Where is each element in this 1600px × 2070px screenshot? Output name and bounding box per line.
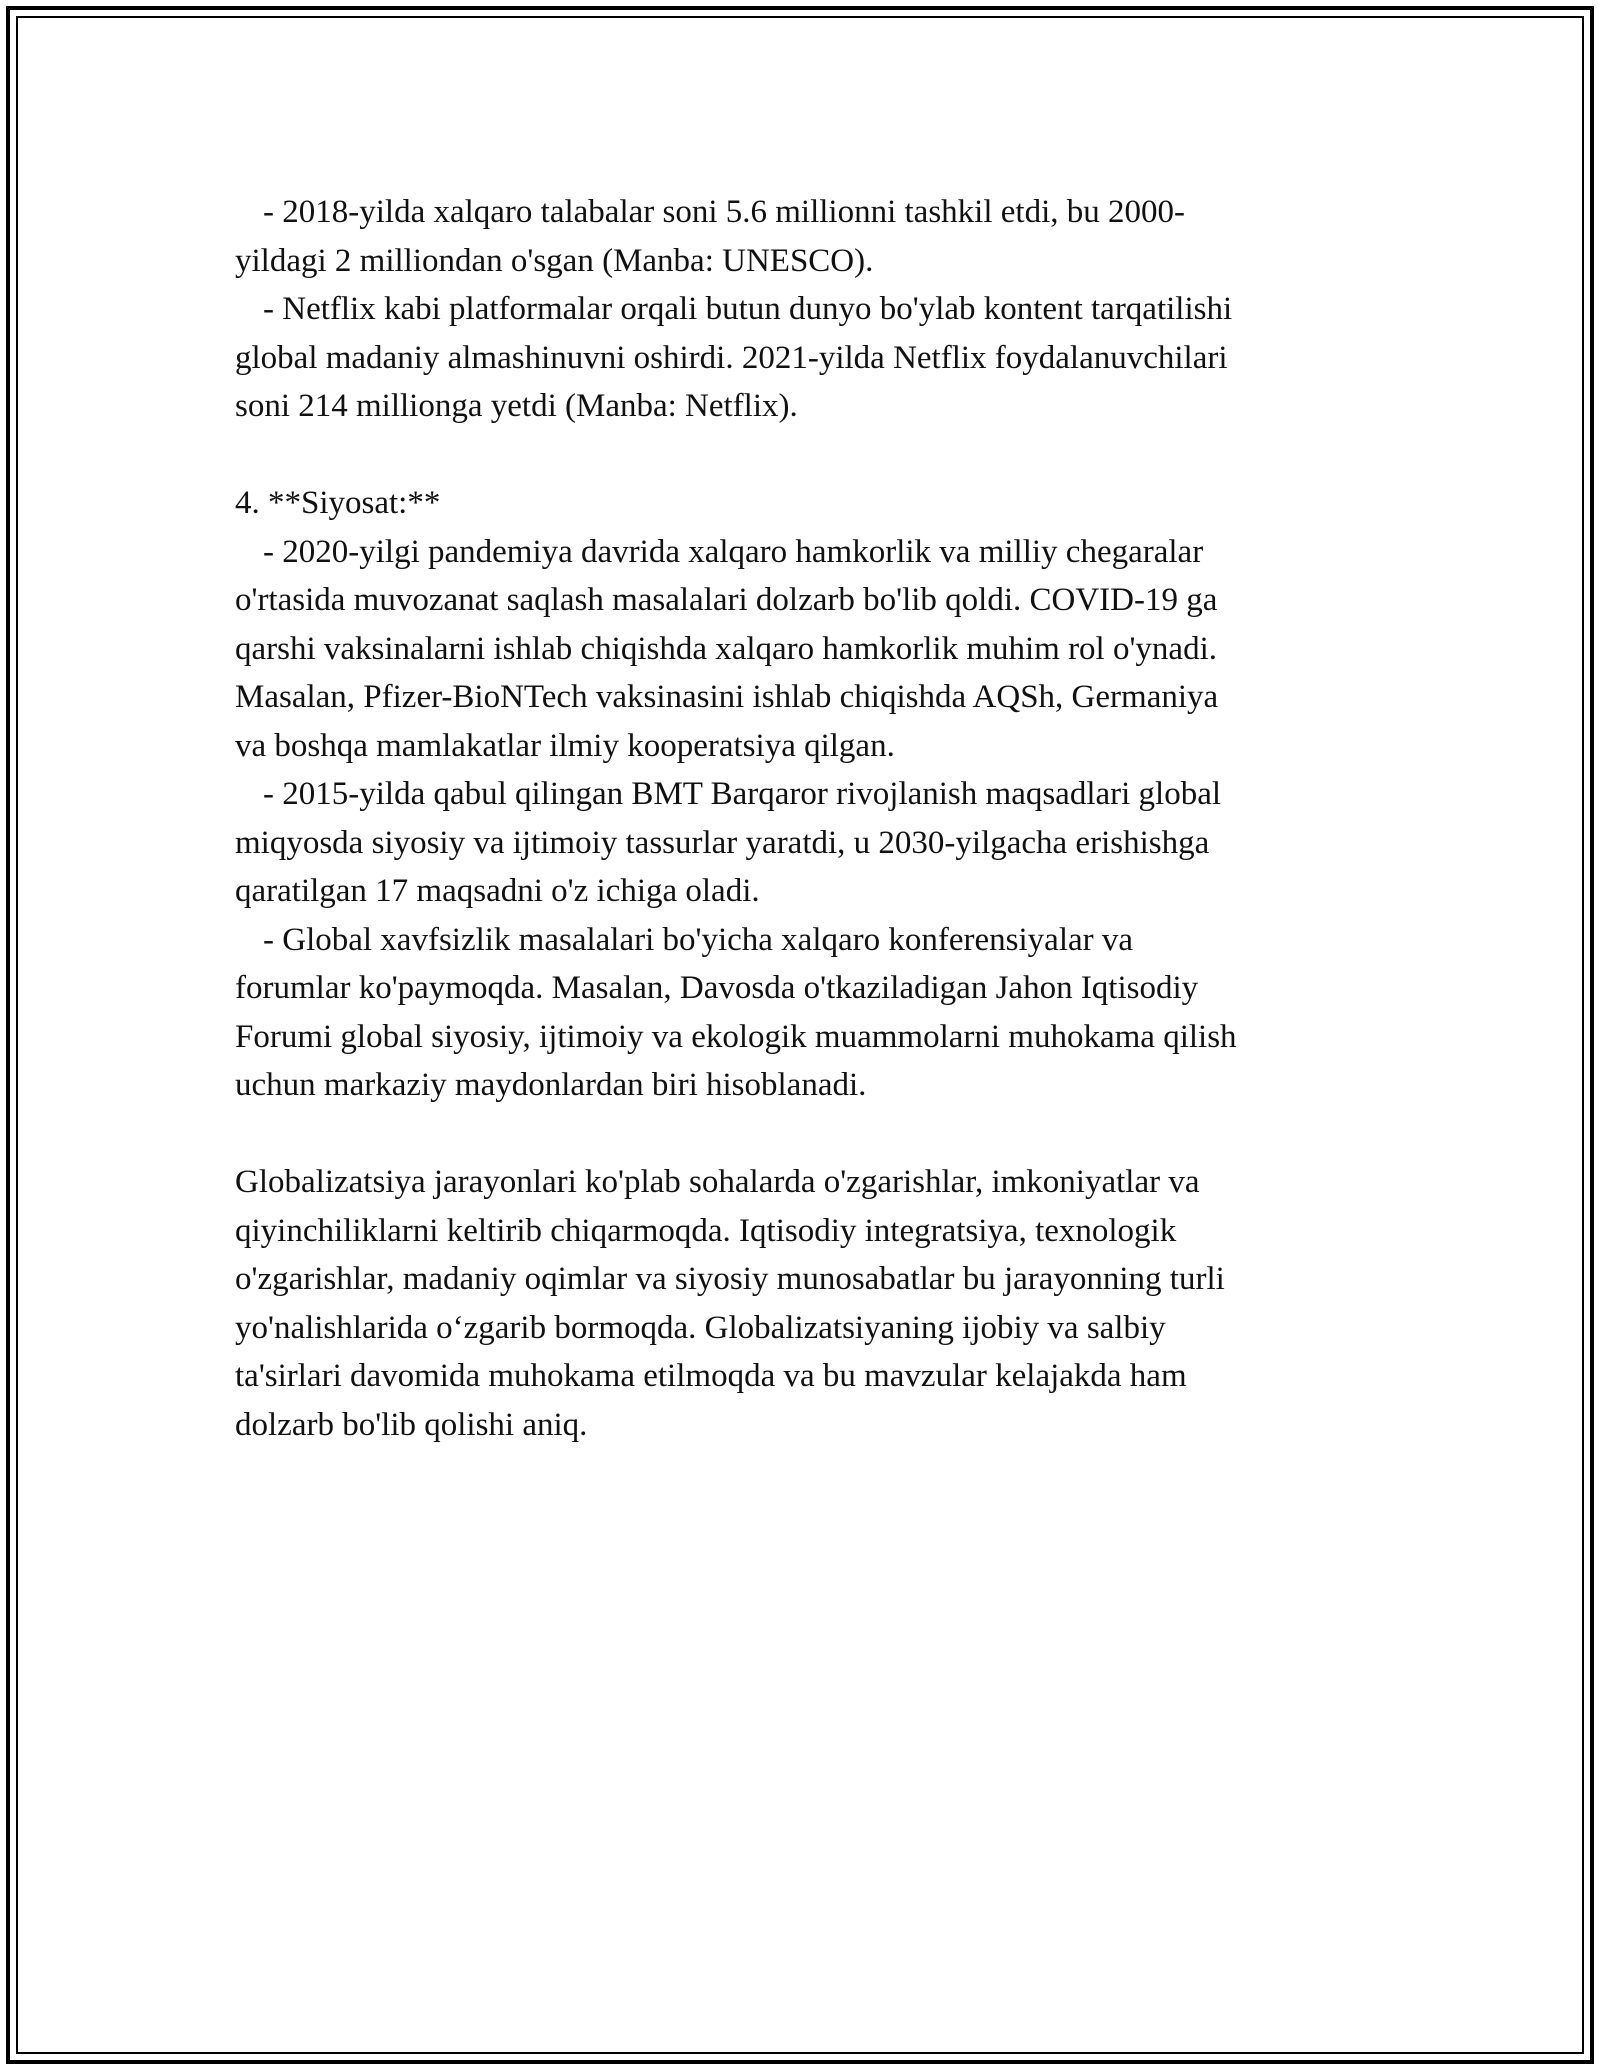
text-line: soni 214 millionga yetdi (Manba: Netflix). [235,388,798,424]
text-line: - 2020-yilgi pandemiya davrida xalqaro hamkorlik va milliy chegaralar [263,533,1204,570]
text-line: ta'sirlari davomida muhokama etilmoqda va bu mavzular kelajakda ham [235,1358,1187,1394]
text-line: yo'nalishlarida o‘zgarib bormoqda. Globalizatsiyaning ijobiy va salbiy [235,1309,1166,1346]
conclusion-paragraph [235,1158,1365,1449]
politics-bullet-sdg [235,770,1365,916]
text-line: - 2018-yilda xalqaro talabalar soni 5.6 millionni tashkil etdi, bu 2000- [263,194,1185,230]
text-line: - Global xavfsizlik masalalari bo'yicha xalqaro konferensiyalar va [263,921,1134,958]
text-line: Forumi global siyosiy, ijtimoiy va ekologik muammolarni muhokama qilish [235,1018,1237,1055]
text-line: - 2015-yilda qabul qilingan BMT Barqaror rivojlanish maqsadlari global [263,776,1222,812]
section-heading-politics: 4. **Siyosat:** [235,485,441,521]
culture-bullet-netflix [235,285,1365,431]
politics-bullet-pandemic [235,528,1365,771]
text-line: miqyosda siyosiy va ijtimoiy tassurlar yaratdi, u 2030-yilgacha erishishga [235,824,1210,861]
text-line: dolzarb bo'lib qolishi aniq. [235,1406,588,1443]
text-line: qiyinchiliklarni keltirib chiqarmoqda. Iqtisodiy integratsiya, texnologik [235,1212,1177,1249]
text-line: global madaniy almashinuvni oshirdi. 2021-yilda Netflix foydalanuvchilari [235,339,1228,376]
text-line: qarshi vaksinalarni ishlab chiqishda xalqaro hamkorlik muhim rol o'ynadi. [235,630,1217,667]
paragraph-gap [235,1110,1365,1159]
text-line: va boshqa mamlakatlar ilmiy kooperatsiya qilgan. [235,727,895,764]
text-line: Masalan, Pfizer-BioNTech vaksinasini ishlab chiqishda AQSh, Germaniya [235,679,1219,715]
text-line: uchun markaziy maydonlardan biri hisoblanadi. [235,1067,867,1103]
text-line: - Netflix kabi platformalar orqali butun dunyo bo'ylab kontent tarqatilishi [263,291,1233,327]
text-line: qaratilgan 17 maqsadni o'z ichiga oladi. [235,873,760,909]
culture-bullet-students [235,188,1365,285]
text-line: Globalizatsiya jarayonlari ko'plab sohalarda o'zgarishlar, imkoniyatlar va [235,1164,1200,1200]
text-line: yildagi 2 milliondan o'sgan (Manba: UNESCO). [235,242,874,279]
text-line: o'zgarishlar, madaniy oqimlar va siyosiy munosabatlar bu jarayonning turli [235,1261,1225,1297]
politics-bullet-security [235,916,1365,1110]
document-body [235,188,1365,1449]
text-line: forumlar ko'paymoqda. Masalan, Davosda o'tkaziladigan Jahon Iqtisodiy [235,970,1199,1006]
text-line: o'rtasida muvozanat saqlash masalalari dolzarb bo'lib qoldi. COVID-19 ga [235,582,1218,618]
paragraph-gap [235,431,1365,480]
